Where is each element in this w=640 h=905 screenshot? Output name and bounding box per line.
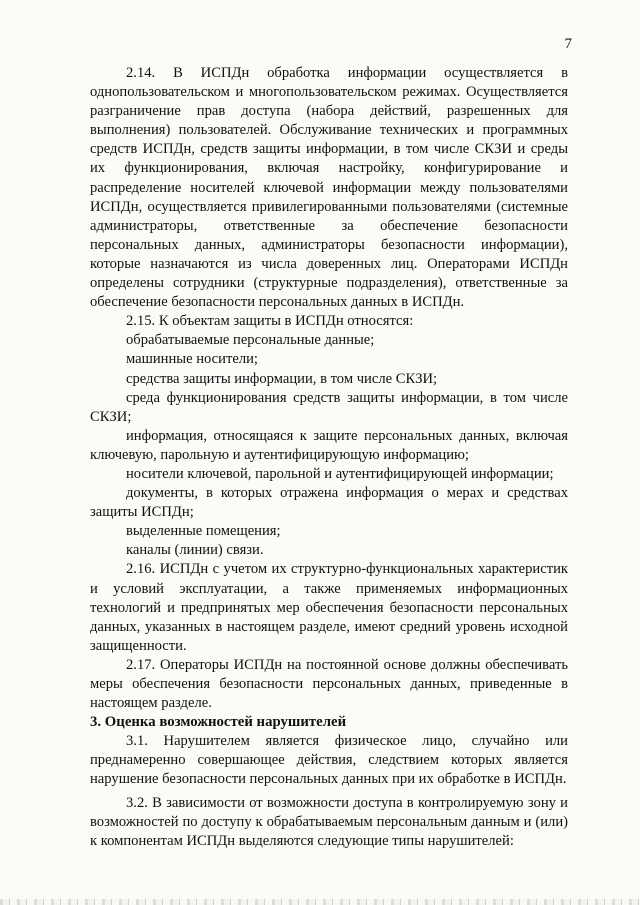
paragraph-2-14: 2.14. В ИСПДн обработка информации осуществляется в однопользовательском и многопользовательском режимах. Осуществляется разграничение прав доступа (набора действий, разрешенных для выполнения) пользователей. Обслуживание технических и программных средств ИСПДн, средств защиты информации, в том числе СКЗИ и среды их функционирования, включая настройку, конфигурирование и распределение носителей ключевой информации между пользователями ИСПДн, осуществляется привилегированными пользователями (системные администраторы, ответственные за обеспечение безопасности персональных данных, администраторы безопасности информации), которые назначаются из числа доверенных лиц. Операторами ИСПДн определены сотрудники (структурные подразделения), ответственные за обеспечение безопасности персональных данных в ИСПДн. — [90, 65, 568, 311]
list-item: информация, относящаяся к защите персональных данных, включая ключевую, парольную и аутентифицирующую информацию; — [90, 427, 568, 463]
scan-edge-artifact — [0, 899, 640, 905]
list-item: выделенные помещения; — [126, 523, 281, 540]
paragraph-2-16: 2.16. ИСПДн с учетом их структурно-функциональных характеристик и условий эксплуатации, а также применяемых информационных технологий и предпринятых мер обеспечения безопасности персональных данных, указанных в настоящем разделе, имеют средний уровень исходной защищенности. — [90, 561, 568, 654]
section-heading: 3. Оценка возможностей нарушителей — [90, 714, 347, 731]
list-item: обрабатываемые персональные данные; — [126, 332, 375, 349]
paragraph-3-1: 3.1. Нарушителем является физическое лицо, случайно или преднамеренно совершающее действия, следствием которых является нарушение безопасности персональных данных при их обработке в ИСПДн. — [90, 733, 568, 788]
list-item: среда функционирования средств защиты информации, в том числе СКЗИ; — [90, 389, 568, 425]
list-item: носители ключевой, парольной и аутентифицирующей информации; — [126, 465, 554, 482]
protection-objects-list — [90, 331, 568, 560]
list-item: каналы (линии) связи. — [126, 542, 264, 559]
document-body — [90, 64, 568, 851]
list-item: средства защиты информации, в том числе СКЗИ; — [126, 370, 438, 387]
paragraph-3-2: 3.2. В зависимости от возможности доступа в контролируемую зону и возможностей по доступу к обрабатываемым персональным данным и (или) к компонентам ИСПДн выделяются следующие типы нарушителей: — [90, 794, 568, 849]
paragraph-2-15: 2.15. К объектам защиты в ИСПДн относятся: — [126, 313, 414, 330]
list-item: документы, в которых отражена информация о мерах и средствах защиты ИСПДн; — [90, 485, 568, 521]
page-number: 7 — [564, 36, 572, 52]
paragraph-2-17: 2.17. Операторы ИСПДн на постоянной основе должны обеспечивать меры обеспечения безопасности персональных данных, приведенные в настоящем разделе. — [90, 656, 568, 712]
list-item: машинные носители; — [126, 351, 258, 368]
